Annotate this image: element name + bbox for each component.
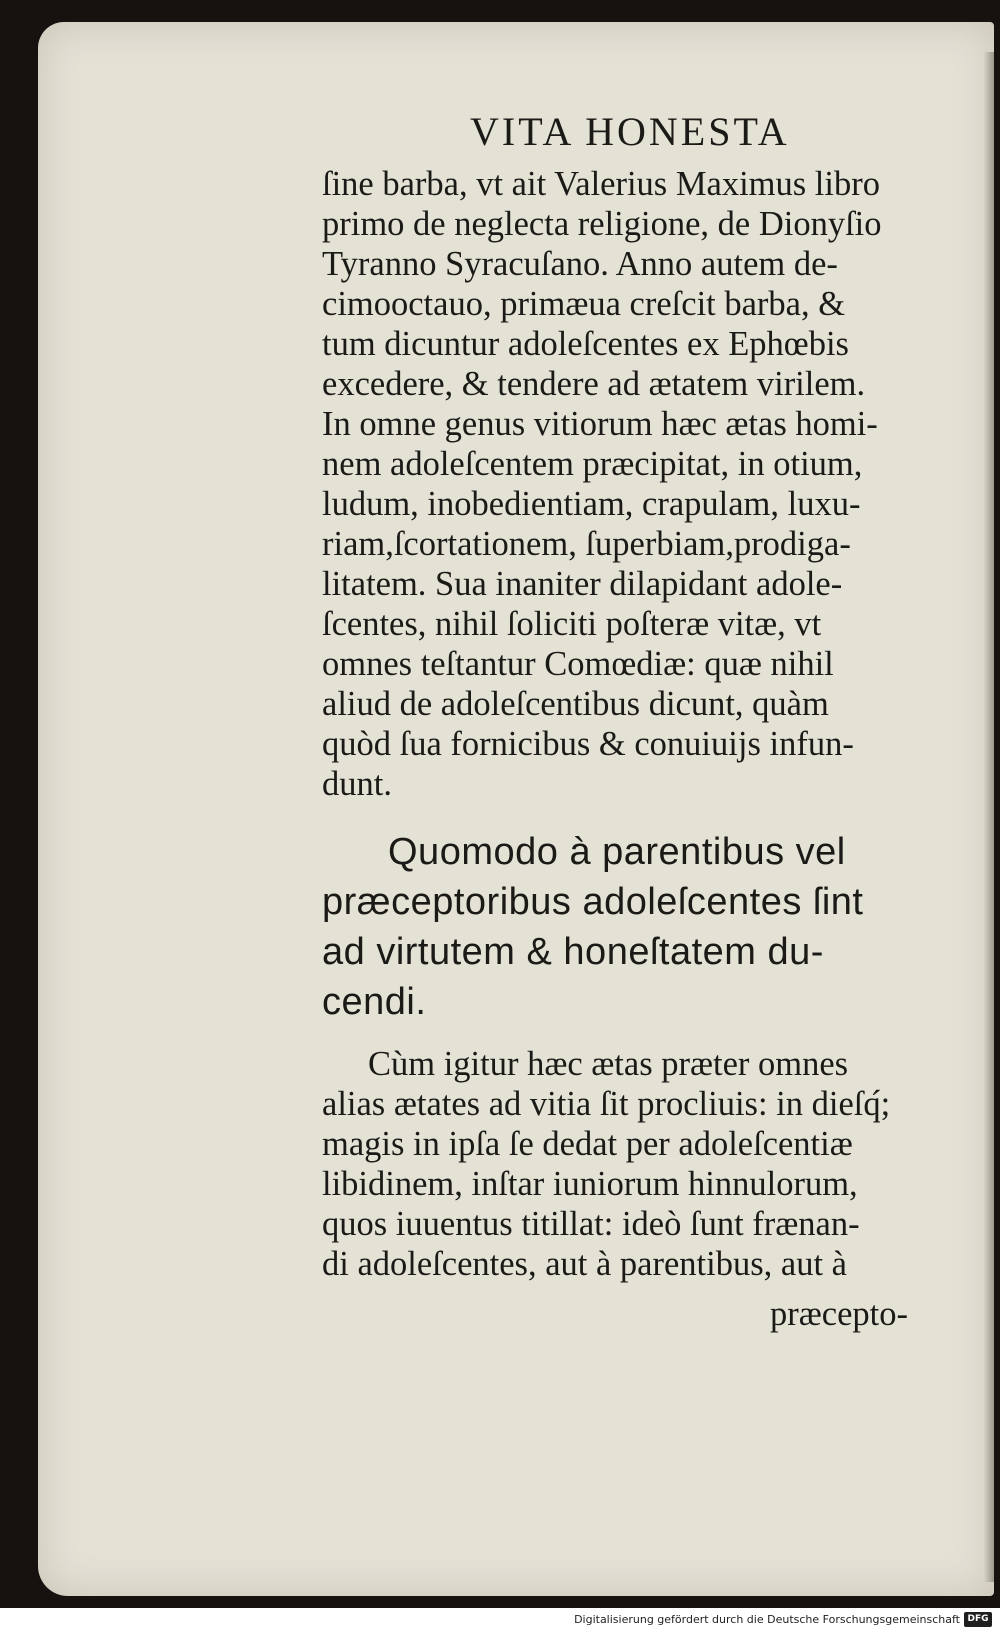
body-line: riam,ſcortationem, ſuperbiam,prodiga- xyxy=(322,525,851,563)
body-line: quòd ſua fornicibus & conuiuijs infun- xyxy=(322,725,854,763)
dfg-logo-icon: DFG xyxy=(964,1612,992,1627)
page-edge xyxy=(984,52,994,1582)
section-heading-line: cendi. xyxy=(322,981,427,1023)
body-line: Cùm igitur hæc ætas præter omnes xyxy=(368,1045,849,1083)
body-line: quos iuuentus titillat: ideò ſunt frænan- xyxy=(322,1205,860,1243)
body-line: alias ætates ad vitia ſit procliuis: in dieſq́; xyxy=(322,1085,891,1123)
section-heading-line: præceptoribus adoleſcentes ſint xyxy=(322,881,864,923)
body-line: dunt. xyxy=(322,765,392,803)
section-heading-line: ad virtutem & honeſtatem du- xyxy=(322,931,824,973)
body-line: omnes teſtantur Comœdiæ: quæ nihil xyxy=(322,645,834,683)
footer-bar xyxy=(0,1608,1000,1632)
body-line: cimooctauo, primæua creſcit barba, & xyxy=(322,285,846,323)
body-line: aliud de adoleſcentibus dicunt, quàm xyxy=(322,685,829,723)
section-heading-line: Quomodo à parentibus vel xyxy=(388,831,846,873)
body-line: ſine barba, vt ait Valerius Maximus libro xyxy=(322,165,880,203)
running-head: VITA HONESTA xyxy=(470,109,790,154)
body-line: magis in ipſa ſe dedat per adoleſcentiæ xyxy=(322,1125,853,1163)
body-line: nem adoleſcentem præcipitat, in otium, xyxy=(322,445,863,483)
body-line: In omne genus vitiorum hæc ætas homi- xyxy=(322,405,878,443)
body-line: ſcentes, nihil ſoliciti poſteræ vitæ, vt xyxy=(322,605,822,643)
body-line: libidinem, inſtar iuniorum hinnulorum, xyxy=(322,1165,858,1203)
body-line: tum dicuntur adoleſcentes ex Ephœbis xyxy=(322,325,849,363)
body-line: di adoleſcentes, aut à parentibus, aut à xyxy=(322,1245,847,1283)
body-line: excedere, & tendere ad ætatem virilem. xyxy=(322,365,866,403)
body-line: litatem. Sua inaniter dilapidant adole- xyxy=(322,565,843,603)
catchword: præcepto- xyxy=(770,1295,908,1333)
body-line: ludum, inobedientiam, crapulam, luxu- xyxy=(322,485,861,523)
body-line: primo de neglecta religione, de Dionyſio xyxy=(322,205,882,243)
body-line: Tyranno Syracuſano. Anno autem de- xyxy=(322,245,838,283)
funding-credit: Digitalisierung gefördert durch die Deutsche Forschungsgemeinschaft xyxy=(574,1613,960,1626)
